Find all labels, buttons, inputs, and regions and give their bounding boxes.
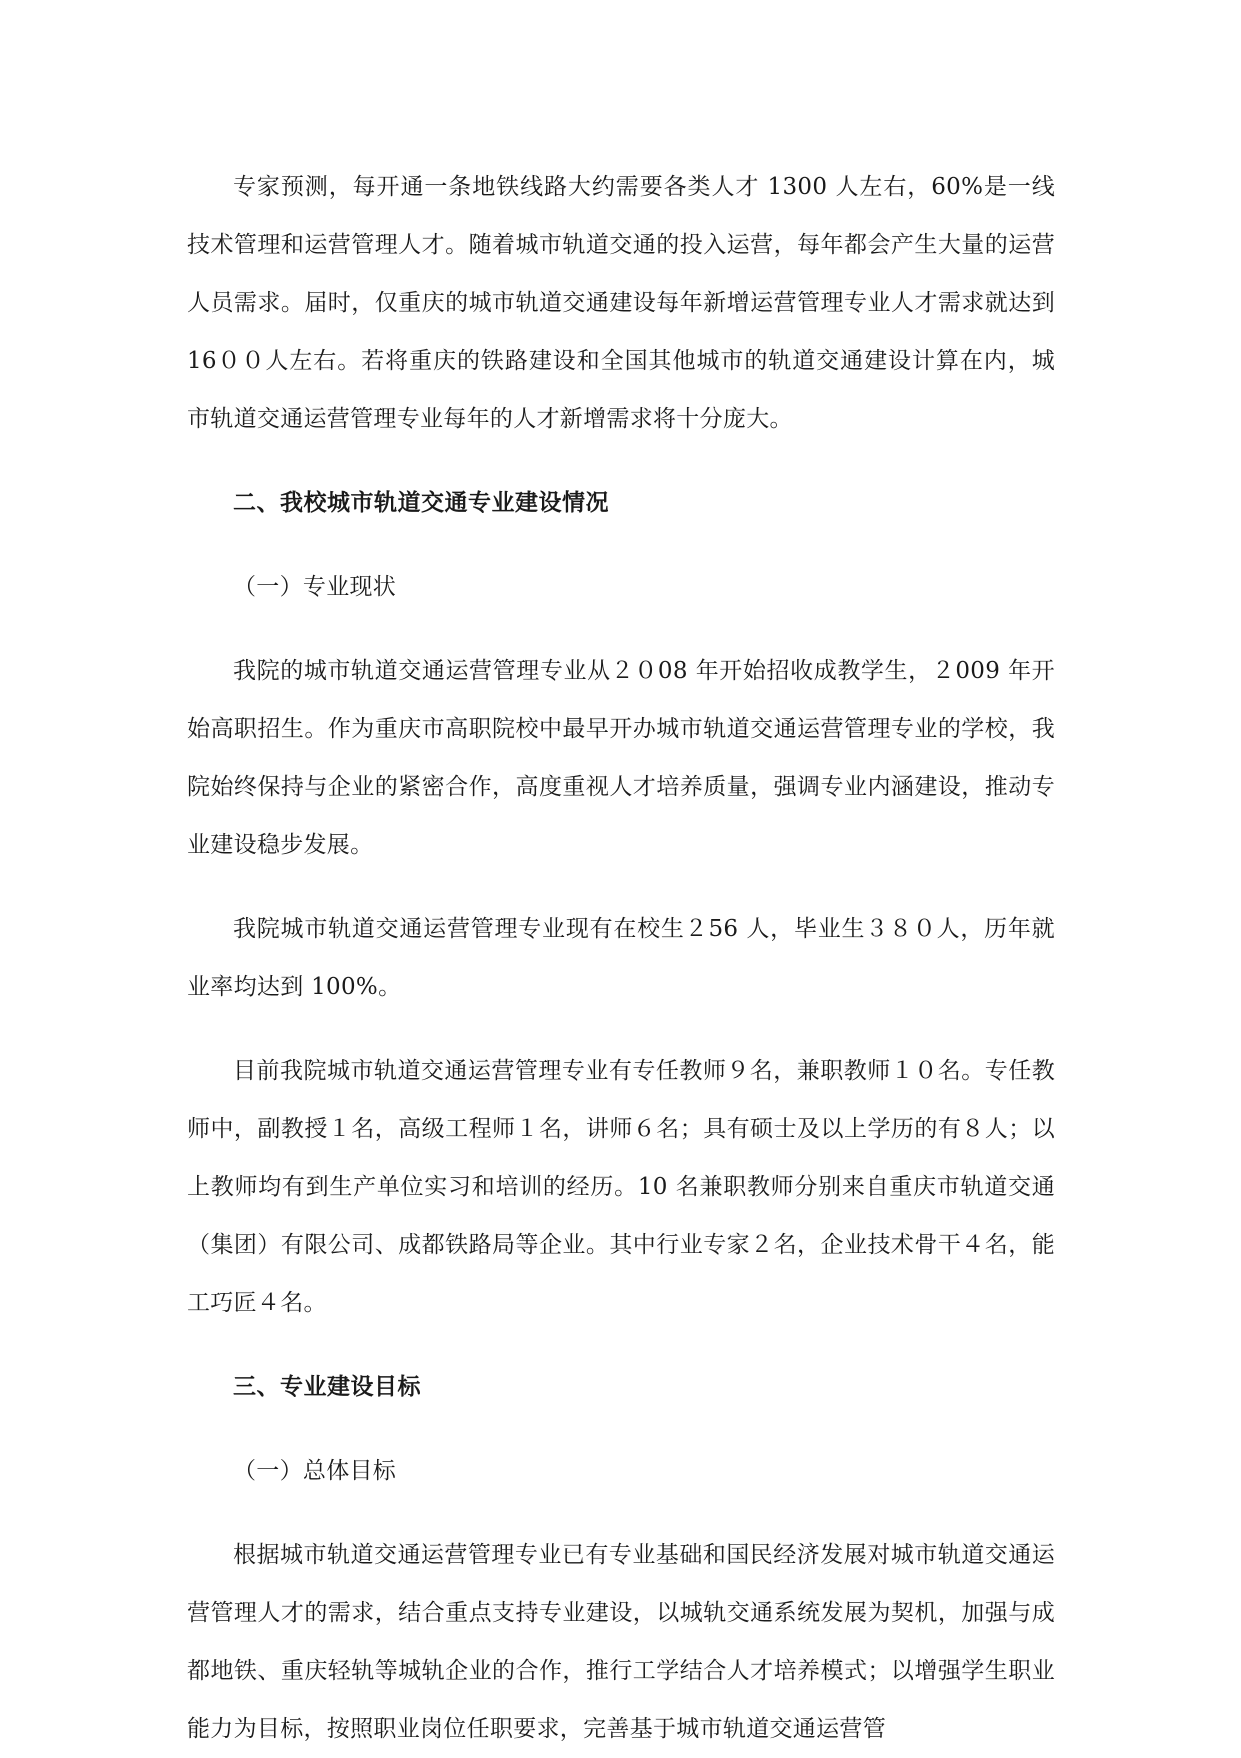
section-heading-3: 三、专业建设目标 bbox=[233, 1374, 421, 1400]
spacer bbox=[187, 1332, 1055, 1358]
spacer bbox=[187, 1416, 1055, 1442]
paragraph-faculty: 目前我院城市轨道交通运营管理专业有专任教师９名，兼职教师１０名。专任教师中，副教授１名，高级工程师１名，讲师６名；具有硕士及以上学历的有８人；以上教师均有到生产单位实习和培训的经历。10 名兼职教师分别来自重庆市轨道交通（集团）有限公司、成都铁路局等企业。其中行业专家２名，企业技术骨干４名，能工巧匠４名。 bbox=[187, 1058, 1055, 1316]
spacer bbox=[187, 448, 1055, 474]
paragraph-overall-goal: 根据城市轨道交通运营管理专业已有专业基础和国民经济发展对城市轨道交通运营管理人才的需求，结合重点支持专业建设，以城轨交通系统发展为契机，加强与成都地铁、重庆轻轨等城轨企业的合作，推行工学结合人才培养模式；以增强学生职业能力为目标，按照职业岗位任职要求，完善基于城市轨道交通运营管 bbox=[187, 1542, 1055, 1742]
subsection-heading-status: （一）专业现状 bbox=[233, 574, 397, 600]
paragraph-enrollment: 我院城市轨道交通运营管理专业现有在校生２56 人，毕业生３８０人，历年就业率均达到 100%。 bbox=[187, 916, 1055, 1000]
spacer bbox=[187, 1016, 1055, 1042]
paragraph-talent-demand: 专家预测，每开通一条地铁线路大约需要各类人才 1300 人左右，60%是一线技术管理和运营管理人才。随着城市轨道交通的投入运营，每年都会产生大量的运营人员需求。届时，仅重庆的城市轨道交通建设每年新增运营管理专业人才需求就达到 16００人左右。若将重庆的铁路建设和全国其他城市的轨道交通建设计算在内，城市轨道交通运营管理专业每年的人才新增需求将十分庞大。 bbox=[187, 174, 1055, 432]
subsection-heading-overall-goal: （一）总体目标 bbox=[233, 1458, 397, 1484]
spacer bbox=[187, 874, 1055, 900]
paragraph-program-history: 我院的城市轨道交通运营管理专业从２０08 年开始招收成教学生，２009 年开始高职招生。作为重庆市高职院校中最早开办城市轨道交通运营管理专业的学校，我院始终保持与企业的紧密合作，高度重视人才培养质量，强调专业内涵建设，推动专业建设稳步发展。 bbox=[187, 658, 1055, 858]
spacer bbox=[187, 616, 1055, 642]
document-body bbox=[187, 158, 1055, 1758]
spacer bbox=[187, 1500, 1055, 1526]
section-heading-2: 二、我校城市轨道交通专业建设情况 bbox=[233, 490, 609, 516]
spacer bbox=[187, 532, 1055, 558]
